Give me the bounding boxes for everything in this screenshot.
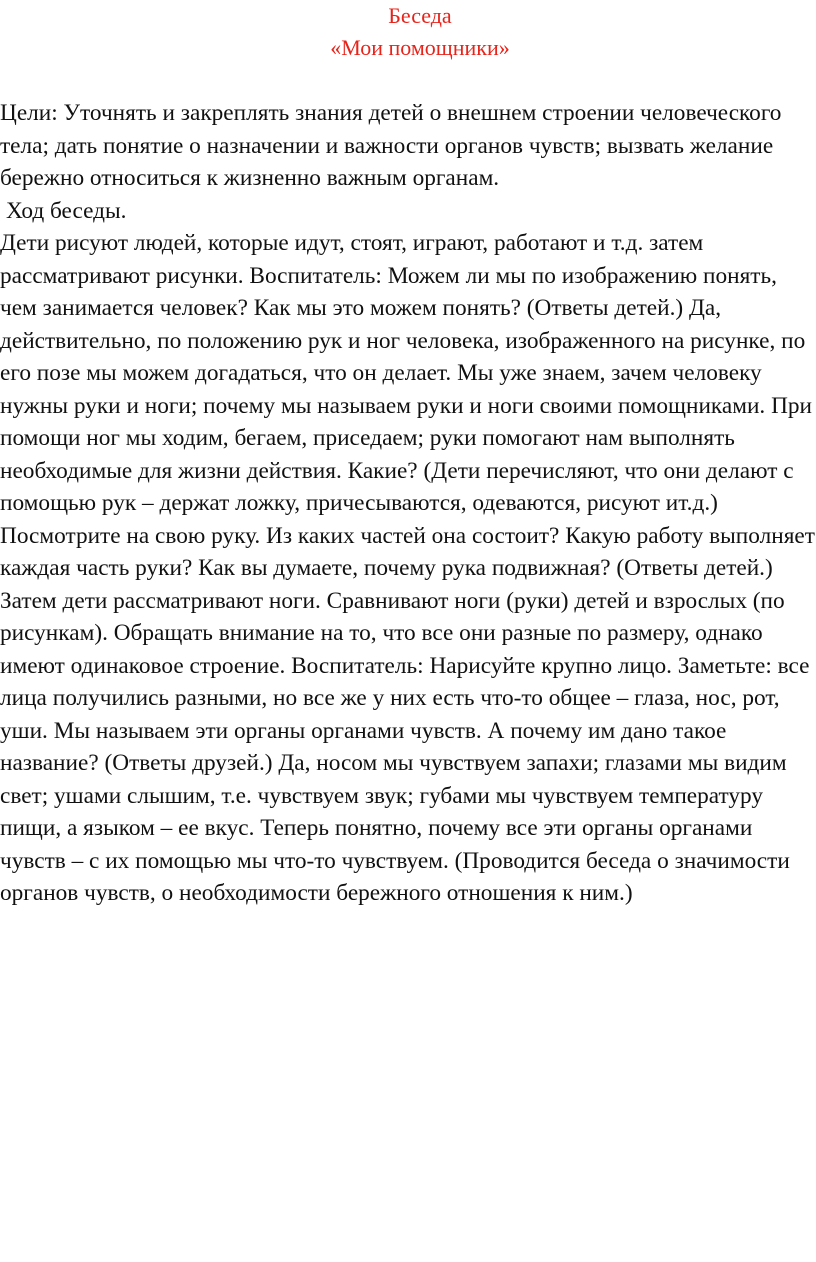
document-title: Беседа [388,3,452,28]
document-subtitle: «Мои помощники» [330,35,510,60]
section-heading: Ход беседы. [6,197,127,224]
goals-paragraph: Цели: Уточнять и закреплять знания детей о внешнем строении человеческого тела; дать понятие о назначении и важности органов чувств; вызвать желание бережно относиться к жизненно важным органам. [0,100,782,191]
document-body [0,97,816,910]
main-paragraph: Дети рисуют людей, которые идут, стоят, играют, работают и т.д. затем рассматривают рисунки. Воспитатель: Можем ли мы по изображению понять, чем занимается человек? Как мы это можем понять? (Ответы детей.) Да, действительно, по положению рук и ног человека, изображенного на рисунке, по его позе мы можем догадаться, что он делает. Мы уже знаем, зачем человеку нужны руки и ноги; почему мы называем руки и ноги своими помощниками. При помощи ног мы ходим, бегаем, приседаем; руки помогают нам выполнять необходимые для жизни действия. Какие? (Дети перечисляют, что они делают с помощью рук – держат ложку, причесываются, одеваются, рисуют ит.д.) Посмотрите на свою руку. Из каких частей она состоит? Какую работу выполняет каждая часть руки? Как вы думаете, почему рука подвижная? (Ответы детей.) Затем дети рассматривают ноги. Сравнивают ноги (руки) детей и взрослых (по рисункам). Обращать внимание на то, что все они разные по размеру, однако имеют одинаковое строение. Воспитатель: Нарисуйте крупно лицо. Заметьте: все лица получились разными, но все же у них есть что-то общее – глаза, нос, рот, уши. Мы называем эти органы органами чувств. А почему им дано такое название? (Ответы друзей.) Да, носом мы чувствуем запахи; глазами мы видим свет; ушами слышим, т.е. чувствуем звук; губами мы чувствуем температуру пищи, а языком – ее вкус. Теперь понятно, почему все эти органы органами чувств – с их помощью мы что-то чувствуем. (Проводится беседа о значимости органов чувств, о необходимости бережного отношения к ним.) [0,230,815,906]
